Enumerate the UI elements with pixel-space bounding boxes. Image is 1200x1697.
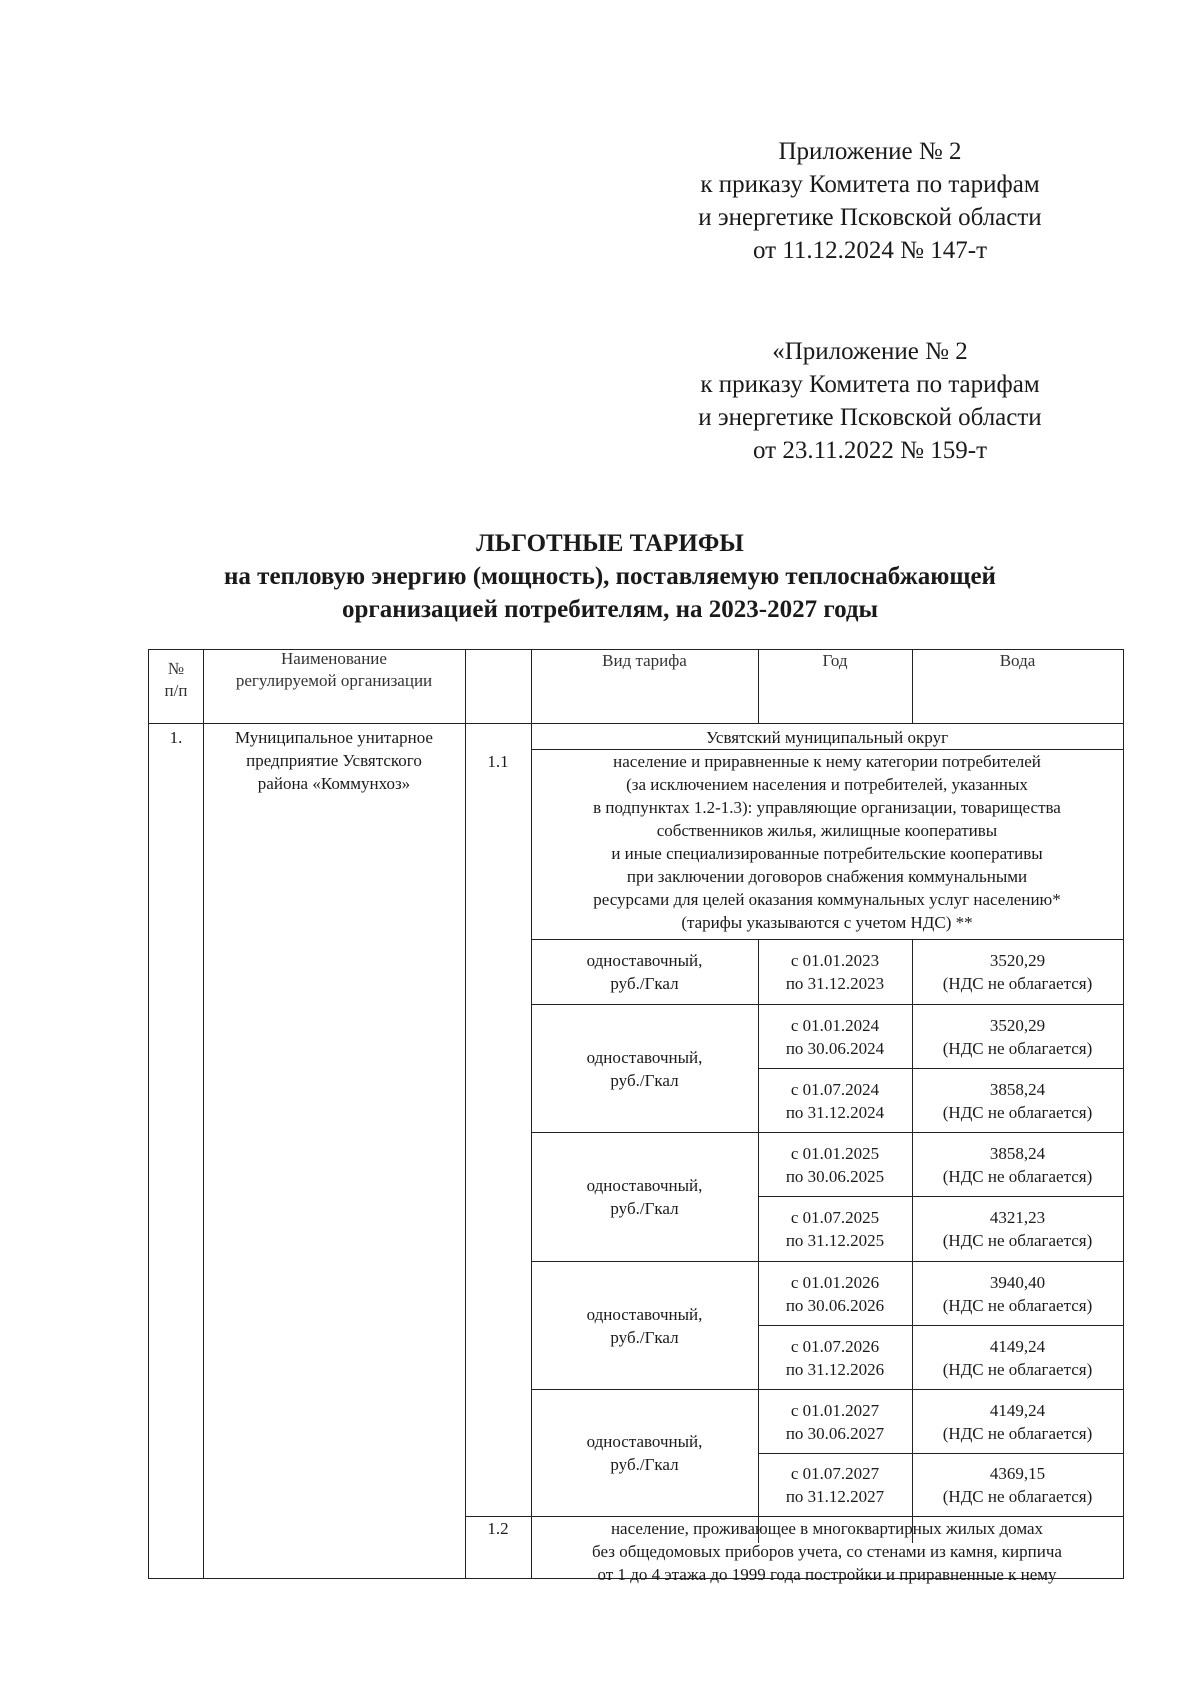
period-from: с 01.07.2026 — [790, 1336, 880, 1356]
period-from: с 01.01.2024 — [790, 1015, 880, 1035]
tariff-type — [531, 1005, 758, 1132]
tariff-type-line: руб./Гкал — [610, 1327, 679, 1347]
tariff-amount: 3858,24 — [989, 1079, 1046, 1099]
tariff-amount: 4321,23 — [989, 1208, 1046, 1227]
title-line: на тепловую энергию (мощность), поставляемую теплоснабжающей — [224, 563, 996, 590]
tariff-amount: 3858,24 — [989, 1143, 1046, 1163]
tariff-type-line: руб./Гкал — [610, 1070, 679, 1090]
tariff-type — [531, 1390, 758, 1516]
header-organization-line: регулируемой организации — [235, 671, 433, 690]
title-line: организацией потребителям, на 2023-2027 годы — [341, 596, 879, 623]
tariff-type-line: руб./Гкал — [610, 1199, 679, 1218]
subitem-description — [531, 750, 1123, 934]
tariff-type — [531, 1262, 758, 1389]
period — [758, 1454, 912, 1516]
vat-note: (НДС не облагается) — [942, 1038, 1093, 1058]
vat-note: (НДС не облагается) — [942, 1359, 1093, 1379]
period — [758, 1069, 912, 1132]
appendix-header-original — [650, 335, 1090, 467]
appendix-header-current — [650, 135, 1090, 267]
period-to: по 30.06.2026 — [785, 1295, 885, 1315]
description-line: население, проживающее в многоквартирных жилых домах — [610, 1519, 1044, 1538]
tariff-value — [912, 1390, 1123, 1453]
period — [758, 1133, 912, 1196]
tariff-type-line: одноставочный, — [586, 951, 703, 970]
vat-note: (НДС не облагается) — [942, 1166, 1093, 1186]
tariff-amount: 3520,29 — [989, 1015, 1046, 1035]
description-line: и иные специализированные потребительские кооперативы — [611, 844, 1043, 863]
tariff-value — [912, 1326, 1123, 1389]
tariff-type-line: одноставочный, — [586, 1304, 703, 1324]
description-line: при заключении договоров снабжения коммунальными — [626, 867, 1028, 886]
period — [758, 1326, 912, 1389]
row-divider — [149, 723, 1123, 724]
tariff-value — [912, 1197, 1123, 1261]
period-from: с 01.07.2025 — [790, 1208, 880, 1227]
description-line: без общедомовых приборов учета, со стенами из камня, кирпича — [592, 1542, 1062, 1561]
tariff-type — [531, 1133, 758, 1261]
description-line: от 1 до 4 этажа до 1999 года постройки и приравненные к нему — [597, 1565, 1057, 1584]
tariff-value — [912, 1454, 1123, 1516]
vat-note: (НДС не облагается) — [942, 1487, 1093, 1506]
tariff-amount: 3520,29 — [989, 951, 1046, 970]
header-year: Год — [822, 651, 848, 670]
appendix-line: и энергетике Псковской области — [698, 404, 1042, 431]
tariff-amount: 3940,40 — [989, 1272, 1046, 1292]
tariff-type-line: руб./Гкал — [610, 1455, 679, 1474]
tariff-value — [912, 1133, 1123, 1196]
header-organization — [203, 648, 465, 692]
organization-name — [203, 726, 465, 795]
tariff-type-line: одноставочный, — [586, 1432, 703, 1451]
tariff-type-line: одноставочный, — [586, 1176, 703, 1195]
tariff-amount: 4369,15 — [989, 1464, 1046, 1483]
tariff-value — [912, 1005, 1123, 1068]
row-number: 1. — [169, 728, 183, 747]
description-line: население и приравненные к нему категории потребителей — [613, 752, 1041, 771]
tariff-type-line: руб./Гкал — [610, 974, 679, 993]
period-to: по 31.12.2024 — [785, 1102, 885, 1122]
header-tariff-type: Вид тарифа — [602, 651, 687, 670]
tariff-value — [912, 1262, 1123, 1325]
appendix-line: к приказу Комитета по тарифам — [700, 171, 1040, 198]
period-to: по 30.06.2027 — [785, 1423, 885, 1443]
description-line: (за исключением населения и потребителей, указанных — [626, 775, 1028, 794]
tariff-amount: 4149,24 — [989, 1400, 1046, 1420]
description-line: ресурсами для целей оказания коммунальных услуг населению* — [593, 890, 1061, 909]
period-to: по 31.12.2025 — [785, 1231, 885, 1250]
subitem-number: 1.2 — [487, 1519, 509, 1538]
subitem-number: 1.1 — [487, 752, 509, 771]
period-to: по 31.12.2023 — [785, 974, 885, 993]
tariff-type — [531, 940, 758, 1004]
vat-note: (НДС не облагается) — [942, 1102, 1093, 1122]
appendix-line: от 11.12.2024 № 147-т — [752, 237, 988, 264]
tariff-value — [912, 940, 1123, 1004]
title-line: ЛЬГОТНЫЕ ТАРИФЫ — [476, 530, 744, 557]
period-from: с 01.07.2027 — [790, 1464, 880, 1483]
tariff-amount: 4149,24 — [989, 1336, 1046, 1356]
header-number — [149, 660, 203, 700]
header-number-line: п/п — [164, 681, 188, 700]
period — [758, 1262, 912, 1325]
period — [758, 1005, 912, 1068]
period — [758, 1390, 912, 1453]
header-number-line: № — [167, 659, 185, 678]
subitem-description — [531, 1517, 1123, 1586]
appendix-line: к приказу Комитета по тарифам — [700, 371, 1040, 398]
period — [758, 940, 912, 1004]
header-water: Вода — [999, 651, 1036, 670]
period-to: по 31.12.2026 — [785, 1359, 885, 1379]
appendix-line: «Приложение № 2 — [772, 338, 968, 365]
district-name: Усвятский муниципальный округ — [705, 728, 949, 747]
period-to: по 30.06.2025 — [785, 1166, 885, 1186]
period-from: с 01.01.2025 — [790, 1143, 880, 1163]
tariff-value — [912, 1069, 1123, 1132]
description-line: собственников жилья, жилищные кооперативы — [656, 821, 998, 840]
column-divider — [465, 650, 466, 1578]
period-from: с 01.01.2027 — [790, 1400, 880, 1420]
description-line: (тарифы указываются с учетом НДС) ** — [681, 913, 973, 932]
appendix-line: и энергетике Псковской области — [698, 204, 1042, 231]
vat-note: (НДС не облагается) — [942, 974, 1093, 993]
period-from: с 01.07.2024 — [790, 1079, 880, 1099]
period — [758, 1197, 912, 1261]
tariff-type-line: одноставочный, — [586, 1047, 703, 1067]
organization-name-line: Муниципальное унитарное — [235, 728, 433, 747]
period-from: с 01.01.2026 — [790, 1272, 880, 1292]
description-line: в подпунктах 1.2-1.3): управляющие организации, товарищества — [593, 798, 1061, 817]
header-organization-line: Наименование — [281, 649, 387, 668]
vat-note: (НДС не облагается) — [942, 1423, 1093, 1443]
appendix-line: Приложение № 2 — [778, 138, 962, 165]
period-from: с 01.01.2023 — [790, 951, 880, 970]
period-to: по 30.06.2024 — [785, 1038, 885, 1058]
vat-note: (НДС не облагается) — [942, 1231, 1093, 1250]
document-title — [150, 527, 1070, 626]
tariff-table — [148, 649, 1124, 1584]
period-to: по 31.12.2027 — [785, 1487, 885, 1506]
organization-name-line: района «Коммунхоз» — [257, 774, 411, 793]
appendix-line: от 23.11.2022 № 159-т — [752, 437, 988, 464]
organization-name-line: предприятие Усвятского — [246, 751, 422, 770]
vat-note: (НДС не облагается) — [942, 1295, 1093, 1315]
